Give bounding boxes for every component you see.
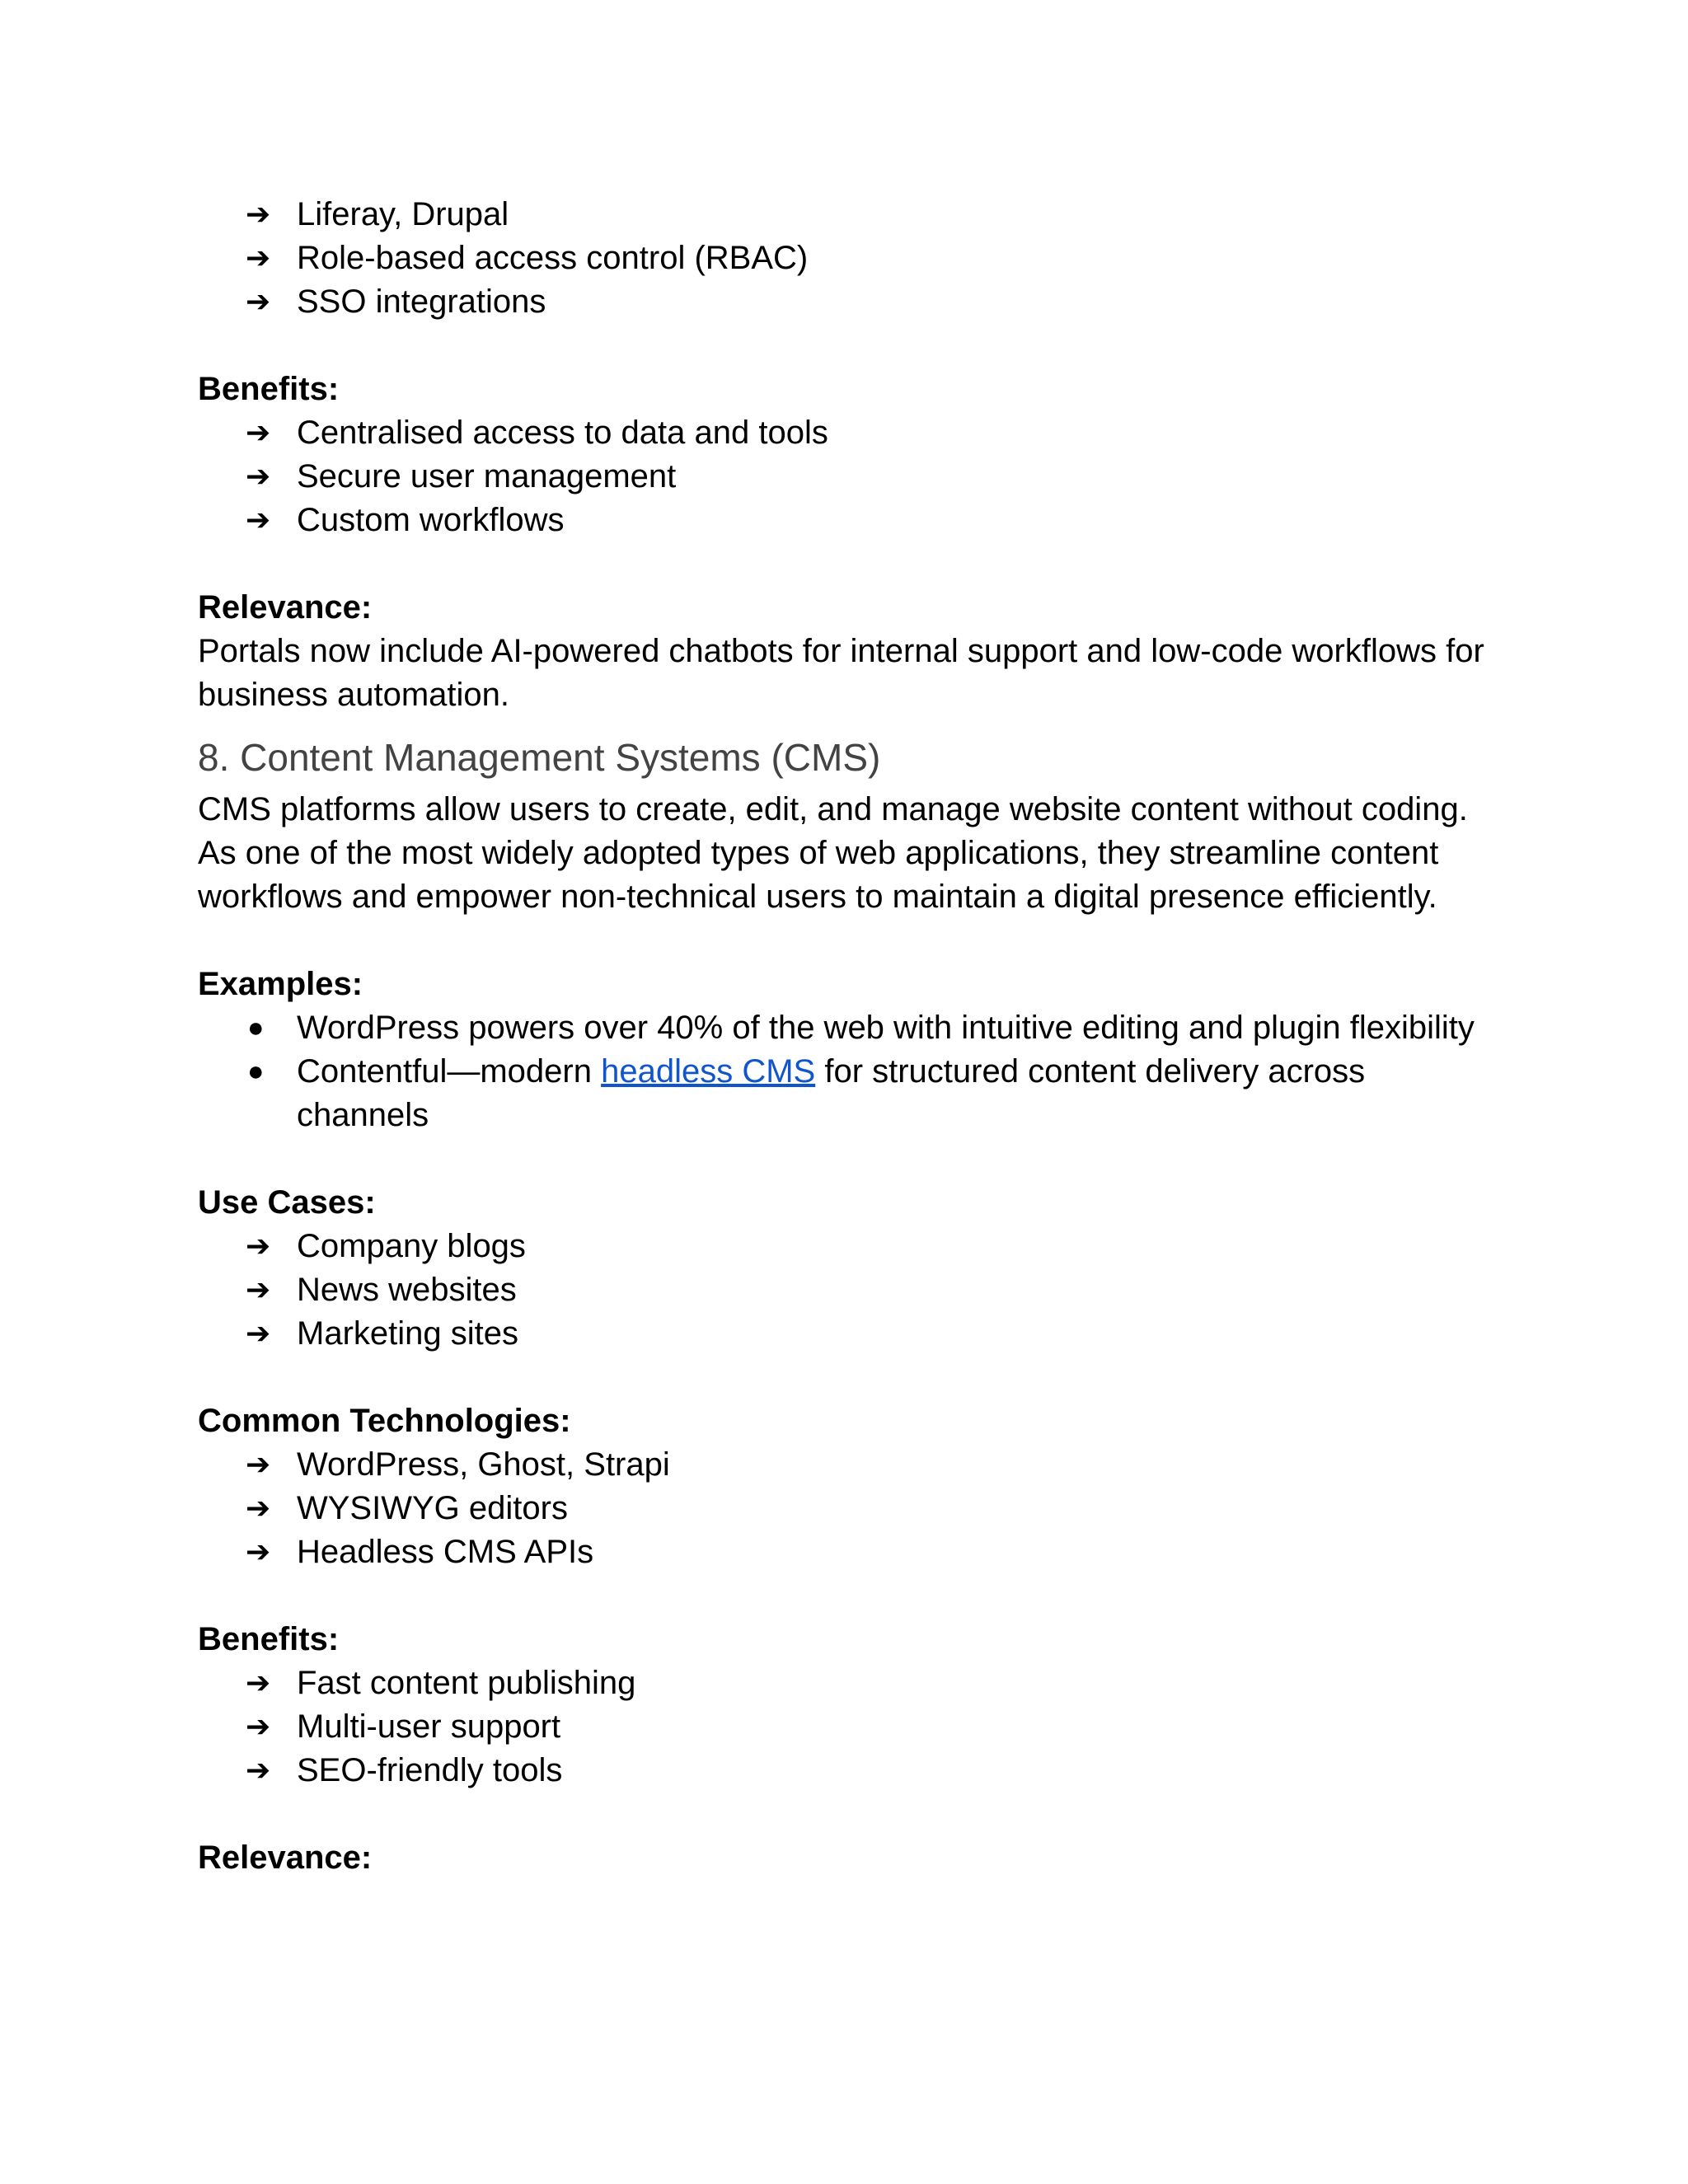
arrow-icon: ➔ <box>246 1273 271 1307</box>
arrow-icon: ➔ <box>246 1710 271 1744</box>
cms-examples-label: Examples: <box>198 966 363 1002</box>
headless-cms-link[interactable]: headless CMS <box>601 1053 816 1090</box>
section-heading-cms: 8. Content Management Systems (CMS) <box>198 736 881 779</box>
list-item: ➔ Secure user management <box>198 455 1500 499</box>
bullet-icon: ● <box>247 1012 265 1043</box>
cms-benefits-label: Benefits: <box>198 1621 340 1657</box>
list-item: ➔ Multi-user support <box>198 1705 1500 1749</box>
arrow-icon: ➔ <box>246 285 271 319</box>
cms-use-cases-list <box>198 1225 1500 1356</box>
list-item: ➔ News websites <box>198 1268 1500 1312</box>
arrow-icon: ➔ <box>246 504 271 537</box>
list-item: ➔ Custom workflows <box>198 499 1500 542</box>
list-item: ➔ Company blogs <box>198 1225 1500 1268</box>
arrow-icon: ➔ <box>246 416 271 450</box>
portal-benefits-label: Benefits: <box>198 371 340 407</box>
bullet-icon: ● <box>247 1056 265 1087</box>
cms-benefits-list <box>198 1661 1500 1793</box>
arrow-icon: ➔ <box>246 1492 271 1526</box>
arrow-icon: ➔ <box>246 1448 271 1482</box>
list-item: ➔ WYSIWYG editors <box>198 1487 1500 1530</box>
portal-relevance-label: Relevance: <box>198 589 373 626</box>
list-item: ● Contentful—modern headless CMS for structured content delivery across channels <box>198 1050 1500 1137</box>
arrow-icon: ➔ <box>246 1230 271 1263</box>
cms-tech-label: Common Technologies: <box>198 1403 571 1439</box>
arrow-icon: ➔ <box>246 1317 271 1351</box>
portal-benefits-list <box>198 411 1500 542</box>
list-item: ➔ Headless CMS APIs <box>198 1530 1500 1574</box>
list-item: ➔ Liferay, Drupal <box>198 193 1500 237</box>
list-item: ● WordPress powers over 40% of the web with intuitive editing and plugin flexibility <box>198 1006 1500 1050</box>
arrow-icon: ➔ <box>246 1754 271 1788</box>
arrow-icon: ➔ <box>246 198 271 232</box>
portal-relevance-text: Portals now include AI-powered chatbots for internal support and low-code workflows for business automation. <box>198 633 1484 713</box>
cms-relevance-label: Relevance: <box>198 1840 373 1876</box>
arrow-icon: ➔ <box>246 460 271 494</box>
cms-tech-list <box>198 1443 1500 1574</box>
arrow-icon: ➔ <box>246 1535 271 1569</box>
list-item: ➔ SSO integrations <box>198 280 1500 324</box>
arrow-icon: ➔ <box>246 241 271 275</box>
cms-examples-list <box>198 1006 1500 1137</box>
list-item: ➔ Role-based access control (RBAC) <box>198 237 1500 280</box>
list-item: ➔ Fast content publishing <box>198 1661 1500 1705</box>
document-page <box>198 193 1500 1880</box>
list-item: ➔ WordPress, Ghost, Strapi <box>198 1443 1500 1487</box>
portal-tech-list <box>198 193 1500 324</box>
arrow-icon: ➔ <box>246 1666 271 1700</box>
list-item: ➔ Marketing sites <box>198 1312 1500 1356</box>
cms-use-cases-label: Use Cases: <box>198 1184 376 1221</box>
list-item: ➔ SEO-friendly tools <box>198 1749 1500 1793</box>
cms-intro-paragraph: CMS platforms allow users to create, edit, and manage website content without coding. As one of the most widely adopted types of web applications, they streamline content workflows and empower non-technical users to maintain a digital presence efficiently. <box>198 791 1468 915</box>
list-item: ➔ Centralised access to data and tools <box>198 411 1500 455</box>
